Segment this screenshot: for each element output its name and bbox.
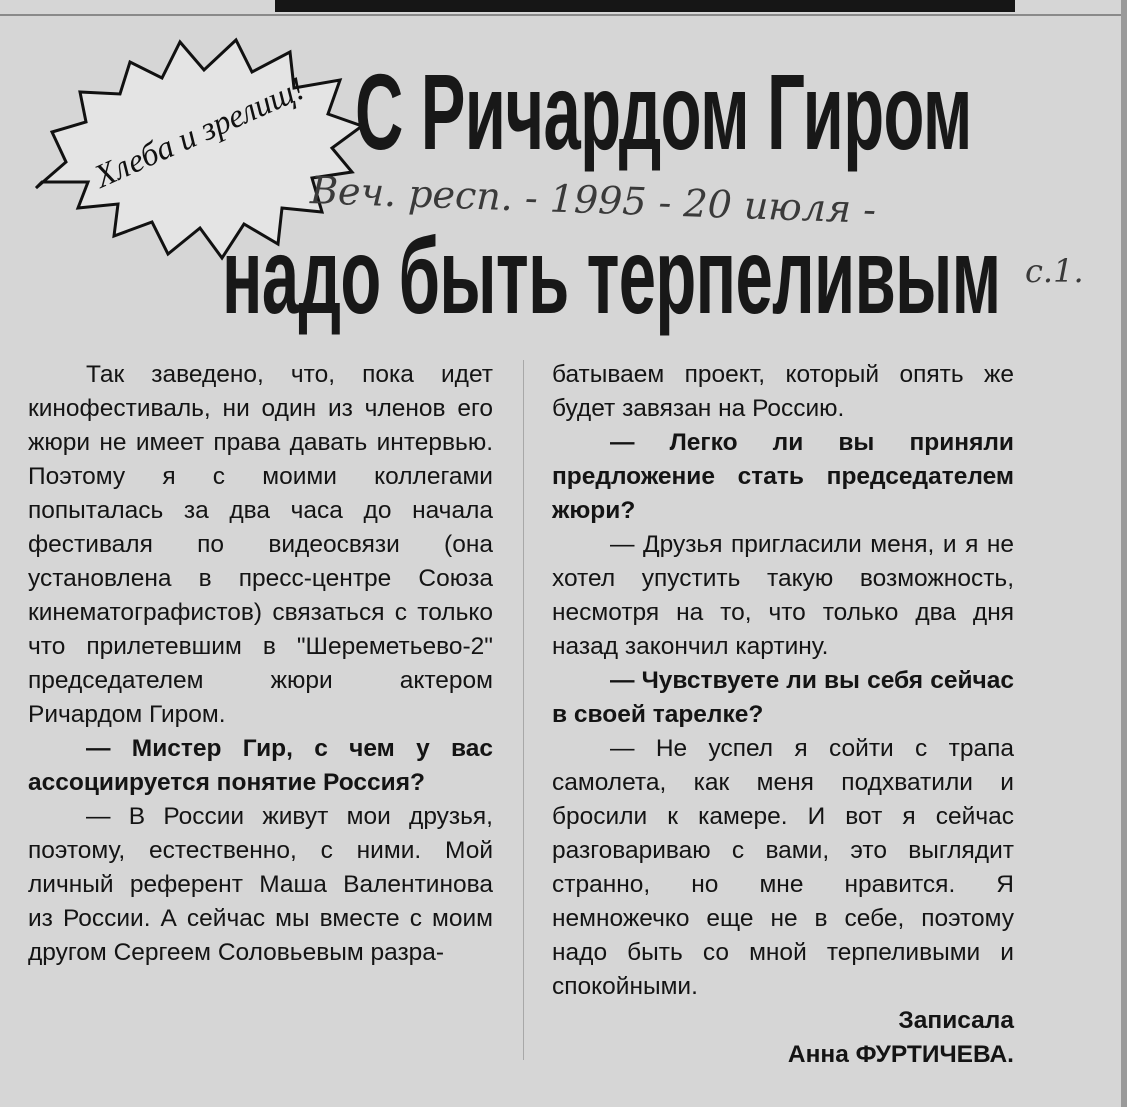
rubric-label: Хлеба и зрелищ!: [89, 70, 311, 196]
headline-line-1: С Ричардом Гиром: [355, 51, 972, 172]
byline-author: Анна ФУРТИЧЕВА.: [787, 1041, 1014, 1068]
question-1: — Мистер Гир, с чем у вас ассоциируется понятие Россия?: [28, 735, 493, 796]
page-edge: [1121, 0, 1127, 1107]
question-3: — Чувствуете ли вы себя сейчас в своей тарелке?: [552, 667, 1014, 728]
answer-1-continued: батываем проект, который опять же будет завязан на Россию.: [552, 361, 1014, 422]
headline-line-2: надо быть терпеливым: [222, 215, 1001, 336]
answer-3: — Не успел я сойти с трапа самолета, как меня подхватили и бросили к камере. И вот я сейчас разговариваю с вами, это выглядит странно, но мне нравится. Я немножечко еще не в себе, поэтому надо быть со мной терпеливыми и спокойными.: [552, 735, 1014, 1000]
article-column-2: [552, 358, 1014, 1072]
top-rule: [275, 0, 1015, 12]
article-intro: Так заведено, что, пока идет кинофестиваль, ни один из членов его жюри не имеет права давать интервью. Поэтому я с моими коллегами попыталась за два часа до начала фестиваля по видеосвязи (она установлена в пресс-центре Союза кинематографистов) связаться с только что прилетевшим в "Шереметьево-2" председателем жюри актером Ричардом Гиром.: [28, 361, 493, 728]
answer-2: — Друзья пригласили меня, и я не хотел упустить такую возможность, несмотря на то, что только два дня назад закончил картину.: [552, 531, 1014, 660]
handwritten-page-note: с.1.: [1025, 252, 1084, 290]
answer-1: — В России живут мои друзья, поэтому, естественно, с ними. Мой личный референт Маша Валентинова из России. А сейчас мы вместе с моим другом Сергеем Соловьевым разра-: [28, 803, 493, 966]
byline-label: Записала: [898, 1007, 1014, 1034]
top-divider: [0, 14, 1127, 16]
column-divider: [523, 360, 524, 1060]
question-2: — Легко ли вы приняли предложение стать председателем жюри?: [552, 429, 1014, 524]
article-column-1: [28, 358, 493, 970]
handwritten-source-note: Веч. респ. - 1995 - 20 июля -: [309, 168, 877, 232]
